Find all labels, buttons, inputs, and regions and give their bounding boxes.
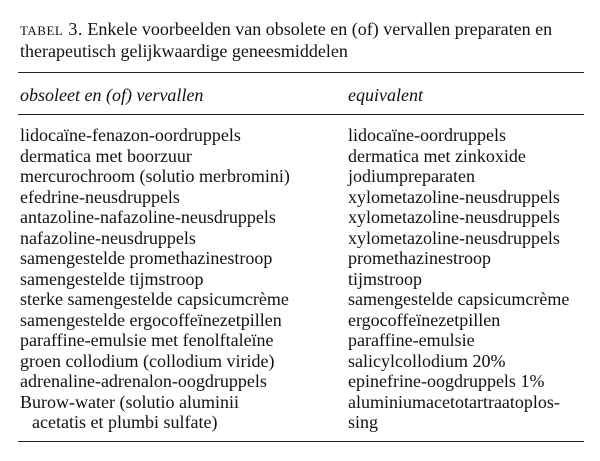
equivalent-cell: jodiumpreparaten — [348, 166, 475, 186]
obsolete-cell: samengestelde ergocoffeïnezetpillen — [20, 309, 282, 330]
table-row — [20, 371, 590, 392]
equivalent-cell: tijmstroop — [348, 268, 423, 289]
table-row — [20, 228, 590, 249]
table-row — [20, 166, 590, 187]
obsolete-cell: samengestelde tijmstroop — [20, 268, 204, 289]
obsolete-cell: antazoline-nafazoline-neusdruppels — [20, 207, 276, 227]
table-row — [20, 351, 590, 372]
obsolete-cell: lidocaïne-fenazon-oordruppels — [20, 125, 241, 145]
equivalent-cell-line: aluminiumacetotartraatoplos- — [348, 391, 560, 412]
table-row — [20, 330, 590, 351]
table-caption — [20, 18, 590, 62]
table-row — [20, 289, 590, 310]
equivalent-cell: samengestelde capsicumcrème — [348, 289, 570, 309]
header-rule — [18, 114, 584, 115]
table-row — [20, 146, 590, 167]
equivalent-cell: lidocaïne-oordruppels — [348, 125, 506, 145]
equivalent-cell: salicylcollodium 20% — [348, 350, 506, 371]
obsolete-cell: samengestelde promethazinestroop — [20, 248, 273, 268]
obsolete-cell: efedrine-neusdruppels — [20, 186, 180, 207]
table-row — [20, 310, 590, 331]
equivalent-cell: dermatica met zinkoxide — [348, 145, 526, 166]
table-row — [20, 187, 590, 208]
table-row — [20, 248, 590, 269]
equivalent-cell: xylometazoline-neusdruppels — [348, 227, 560, 248]
table-row — [20, 207, 590, 228]
obsolete-cell: nafazoline-neusdruppels — [20, 227, 196, 248]
obsolete-cell: dermatica met boorzuur — [20, 145, 192, 166]
table-label: tabel 3. — [20, 19, 83, 39]
obsolete-cell: paraffine-emulsie met fenolftaleïne — [20, 330, 274, 350]
column-header-obsolete: obsoleet en (of) vervallen — [20, 85, 204, 105]
equivalent-cell — [348, 392, 590, 433]
column-header-equivalent: equivalent — [348, 85, 423, 105]
equivalent-cell: ergocoffeïnezetpillen — [348, 309, 501, 330]
top-rule — [18, 72, 584, 73]
table-caption-text: Enkele voorbeelden van obsolete en (of) vervallen preparaten en therapeutisch gelijkwaardige geneesmiddelen — [20, 19, 553, 61]
equivalent-cell: xylometazoline-neusdruppels — [348, 207, 560, 227]
equivalent-cell: epinefrine-oogdruppels 1% — [348, 371, 545, 391]
obsolete-cell — [20, 392, 348, 433]
obsolete-cell: mercurochroom (solutio merbromini) — [20, 166, 290, 186]
equivalent-cell-line: sing — [348, 412, 379, 432]
equivalent-cell: paraffine-emulsie — [348, 330, 475, 350]
table-body — [20, 125, 590, 433]
obsolete-cell: adrenaline-adrenalon-oogdruppels — [20, 371, 267, 391]
bottom-rule — [18, 441, 584, 442]
obsolete-cell: groen collodium (collodium viride) — [20, 350, 275, 371]
obsolete-cell-line: acetatis et plumbi sulfate) — [32, 412, 218, 432]
table-row — [20, 125, 590, 146]
obsolete-cell: sterke samengestelde capsicumcrème — [20, 289, 289, 309]
table-row — [20, 269, 590, 290]
table-row — [20, 392, 590, 433]
obsolete-cell-line: Burow-water (solutio aluminii — [20, 391, 239, 412]
equivalent-cell: promethazinestroop — [348, 248, 491, 268]
equivalent-cell: xylometazoline-neusdruppels — [348, 186, 560, 207]
